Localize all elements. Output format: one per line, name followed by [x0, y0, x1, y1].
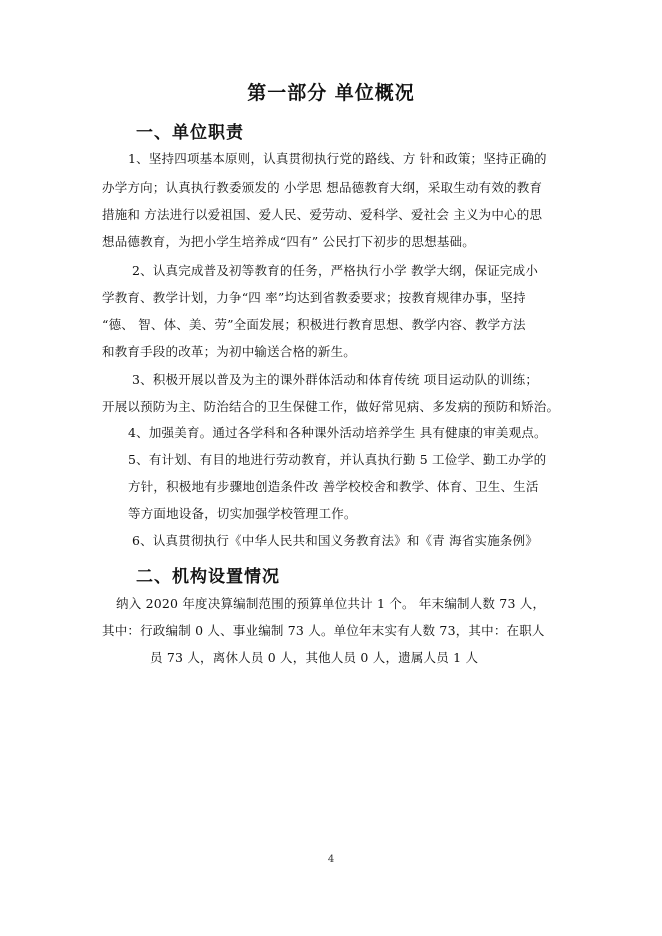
section-heading-responsibilities: 一、单位职责 [136, 123, 244, 143]
body-line: 和教育手段的改革；为初中输送合格的新生。 [102, 344, 357, 359]
body-line: 等方面地设备，切实加强学校管理工作。 [128, 506, 357, 521]
body-line: 5、有计划、有目的地进行劳动教育，并认真执行勤 5 工俭学、勤工办学的 [128, 452, 547, 467]
page-number: 4 [327, 854, 335, 865]
body-line: 措施和 方法进行以爱祖国、爱人民、爱劳动、爱科学、爱社会 主义为中心的思 [102, 207, 543, 222]
body-line: 6、认真贯彻执行《中华人民共和国义务教育法》和《青 海省实施条例》 [132, 533, 539, 548]
body-line: 方针，积极地有步骤地创造条件改 善学校校舍和教学、体育、卫生、生活 [128, 479, 539, 494]
body-line: 学教育、教学计划，力争“四 率”均达到省教委要求；按教育规律办事，坚持 [102, 290, 526, 305]
body-line: 3、积极开展以普及为主的课外群体活动和体育传统 项目运动队的训练； [132, 372, 539, 387]
body-line: 开展以预防为主、防治结合的卫生保健工作，做好常见病、多发病的预防和矫治。 [102, 399, 560, 414]
section-heading-organization: 二、机构设置情况 [136, 567, 280, 587]
body-line: 1、坚持四项基本原则，认真贯彻执行党的路线、方 针和政策；坚持正确的 [128, 151, 547, 166]
body-line: 其中：行政编制 0 人、事业编制 73 人。单位年末实有人数 73，其中：在职人 [102, 623, 545, 638]
body-line: “德、 智、体、美、劳”全面发展；积极进行教育思想、教学内容、教学方法 [102, 317, 526, 332]
page-title: 第一部分 单位概况 [247, 82, 415, 104]
body-line: 4、加强美育。通过各学科和各种课外活动培养学生 具有健康的审美观点。 [128, 425, 547, 440]
body-line: 员 73 人，离休人员 0 人，其他人员 0 人，遗属人员 1 人 [150, 650, 479, 665]
body-line: 纳入 2020 年度决算编制范围的预算单位共计 1 个。 年末编制人数 73 人， [116, 596, 546, 611]
body-line: 想品德教育，为把小学生培养成“四有” 公民打下初步的思想基础。 [102, 234, 475, 249]
body-line: 2、认真完成普及初等教育的任务，严格执行小学 教学大纲，保证完成小 [132, 263, 539, 278]
body-line: 办学方向；认真执行教委颁发的 小学思 想品德教育大纲，采取生动有效的教育 [102, 180, 543, 195]
